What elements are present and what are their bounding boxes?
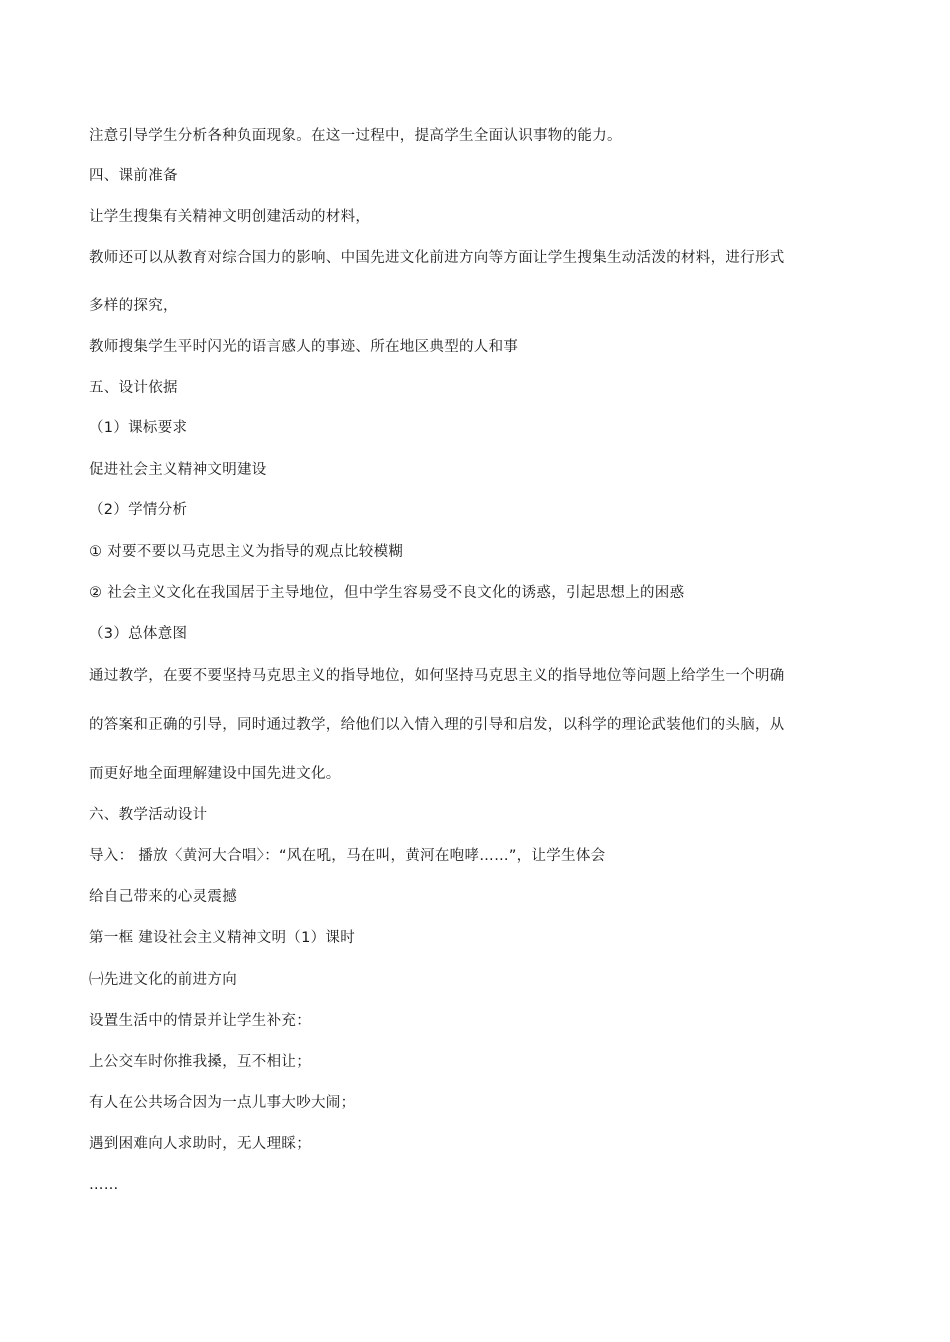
section-heading-basis: 五、设计依据	[89, 380, 178, 396]
paragraph-text: 通过教学，在要不要坚持马克思主义的指导地位，如何坚持马克思主义的指导地位等问题上给学生一个明确	[89, 668, 785, 684]
paragraph-text: 促进社会主义精神文明建设	[89, 462, 267, 478]
subheading-standards: （1）课标要求	[89, 420, 188, 436]
paragraph-text: 教师还可以从教育对综合国力的影响、中国先进文化前进方向等方面让学生搜集生动活泼的材料，进行形式	[89, 250, 785, 266]
paragraph-text: 让学生搜集有关精神文明创建活动的材料，	[89, 209, 371, 225]
paragraph-text: 注意引导学生分析各种负面现象。在这一过程中，提高学生全面认识事物的能力。	[89, 128, 622, 144]
list-item: 遇到困难向人求助时，无人理睬；	[89, 1136, 311, 1152]
paragraph-text: 教师搜集学生平时闪光的语言感人的事迹、所在地区典型的人和事	[89, 339, 519, 355]
paragraph-text: 导入： 播放〈黄河大合唱〉：“风在吼，马在叫，黄河在咆哮……”，让学生体会	[89, 848, 606, 864]
paragraph-text: 设置生活中的情景并让学生补充：	[89, 1013, 311, 1029]
paragraph-text: 的答案和正确的引导，同时通过教学，给他们以入情入理的引导和启发，以科学的理论武装他们的头脑，从	[89, 717, 785, 733]
section-heading-activities: 六、教学活动设计	[89, 807, 208, 823]
lesson-heading: 第一框 建设社会主义精神文明（1）课时	[89, 930, 356, 946]
subheading-student-analysis: （2）学情分析	[89, 502, 188, 518]
list-item: ② 社会主义文化在我国居于主导地位，但中学生容易受不良文化的诱惑，引起思想上的困惑	[89, 585, 685, 601]
paragraph-text: 给自己带来的心灵震撼	[89, 889, 237, 905]
list-item: 上公交车时你推我搡，互不相让；	[89, 1054, 311, 1070]
paragraph-text: 多样的探究，	[89, 298, 178, 314]
paragraph-text: 而更好地全面理解建设中国先进文化。	[89, 766, 341, 782]
subheading-direction: ㈠先进文化的前进方向	[89, 972, 237, 988]
list-item: 有人在公共场合因为一点儿事大吵大闹；	[89, 1095, 356, 1111]
list-item: ① 对要不要以马克思主义为指导的观点比较模糊	[89, 544, 404, 560]
ellipsis-text: ……	[89, 1177, 119, 1193]
subheading-overall-intent: （3）总体意图	[89, 626, 188, 642]
section-heading-prep: 四、课前准备	[89, 168, 178, 184]
